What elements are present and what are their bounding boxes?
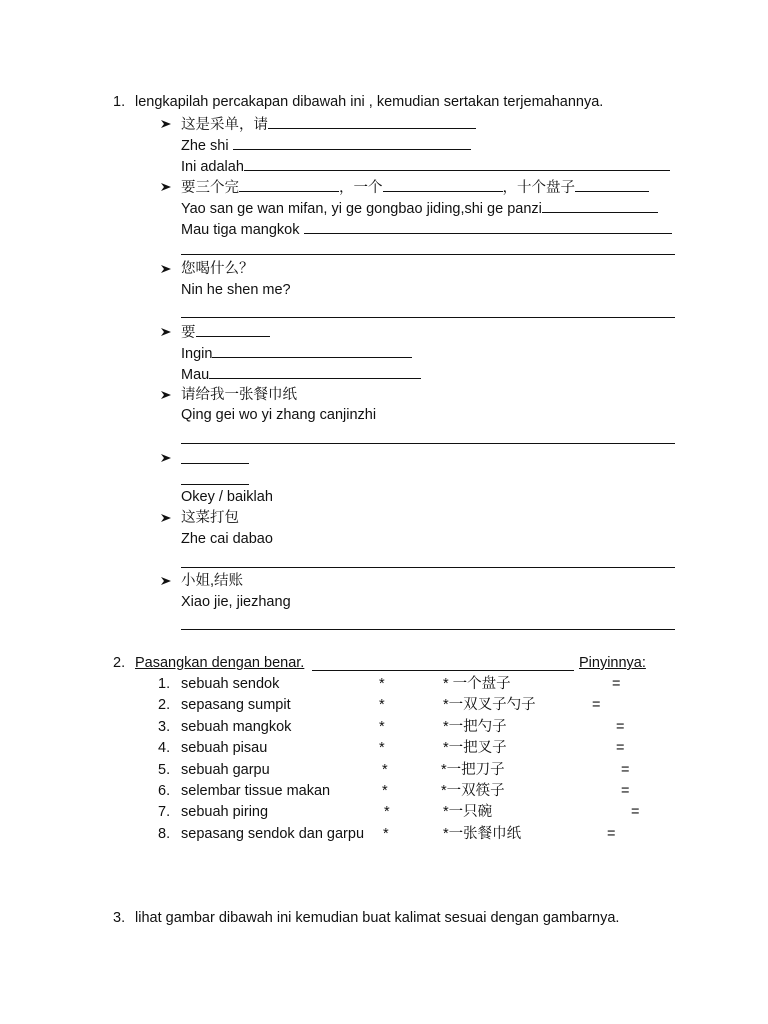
q1-item2-pinyin: Yao san ge wan mifan, yi ge gongbao jiding,shi ge panzi <box>181 199 658 218</box>
arrow-bullet-icon <box>160 509 174 527</box>
q1-item2-zh: 要三个完 ，一个 ，十个盘子 <box>181 178 649 197</box>
q3-number: 3. <box>113 910 126 926</box>
q1-item4-translation-1: Ingin <box>181 344 412 363</box>
answer-line[interactable] <box>181 484 249 485</box>
match-left-item: sepasang sendok dan garpu <box>181 826 365 842</box>
match-right-item[interactable]: *一只碗 <box>443 804 493 820</box>
q1-item6-translation: Okey / baiklah <box>181 489 273 505</box>
q1-item4-translation-2: Mau <box>181 365 421 384</box>
q3-instruction: lihat gambar dibawah ini kemudian buat kalimat sesuai dengan gambarnya. <box>135 910 620 926</box>
q2-number: 2. <box>113 655 126 671</box>
arrow-bullet-icon <box>160 260 174 278</box>
arrow-bullet-icon <box>160 323 174 341</box>
answer-line[interactable] <box>181 317 675 318</box>
q1-item7-pinyin: Zhe cai dabao <box>181 531 273 547</box>
answer-line[interactable] <box>181 567 675 568</box>
q1-item3-zh: 您喝什么？ <box>181 261 254 277</box>
arrow-bullet-icon <box>160 115 174 133</box>
answer-blank[interactable] <box>209 365 421 379</box>
pinyin-equals: = <box>621 783 630 799</box>
q1-item3-pinyin: Nin he shen me? <box>181 282 291 298</box>
answer-line[interactable] <box>181 629 675 630</box>
match-right-item[interactable]: *一把刀子 <box>441 762 505 778</box>
match-row-number: 5. <box>158 762 171 778</box>
match-left-star[interactable]: * <box>383 826 389 842</box>
q1-item8-zh: 小姐,结账 <box>181 573 244 589</box>
answer-blank[interactable] <box>575 178 649 192</box>
answer-blank[interactable] <box>196 323 270 337</box>
match-right-item[interactable]: *一双叉子勺子 <box>443 697 536 713</box>
arrow-bullet-icon <box>160 572 174 590</box>
q1-item5-pinyin: Qing gei wo yi zhang canjinzhi <box>181 407 377 423</box>
arrow-bullet-icon <box>160 178 174 196</box>
answer-line[interactable] <box>181 254 675 255</box>
match-left-star[interactable]: * <box>379 697 385 713</box>
answer-blank[interactable] <box>233 136 471 150</box>
arrow-bullet-icon <box>160 449 174 467</box>
pinyin-equals: = <box>616 740 625 756</box>
match-right-item[interactable]: *一双筷子 <box>441 783 505 799</box>
q2-pinyin-header: Pinyinnya: <box>579 655 646 671</box>
match-left-item: sepasang sumpit <box>181 697 291 713</box>
answer-line[interactable] <box>181 443 675 444</box>
match-row-number: 2. <box>158 697 171 713</box>
match-left-star[interactable]: * <box>379 719 385 735</box>
q1-item1-translation: Ini adalah <box>181 157 670 176</box>
match-row-number: 8. <box>158 826 171 842</box>
q1-item1-pinyin: Zhe shi <box>181 136 471 155</box>
pinyin-equals: = <box>612 676 621 692</box>
q1-item8-pinyin: Xiao jie, jiezhang <box>181 594 291 610</box>
match-left-item: sebuah garpu <box>181 762 270 778</box>
match-row-number: 1. <box>158 676 171 692</box>
answer-blank[interactable] <box>542 199 658 213</box>
q1-item5-zh: 请给我一张餐巾纸 <box>181 387 297 403</box>
answer-blank[interactable] <box>244 157 670 171</box>
arrow-bullet-icon <box>160 386 174 404</box>
q1-item4-zh: 要 <box>181 323 270 342</box>
match-right-item[interactable]: *一张餐巾纸 <box>443 826 522 842</box>
q1-instruction: lengkapilah percakapan dibawah ini , kemudian sertakan terjemahannya. <box>135 94 604 110</box>
pinyin-equals: = <box>621 762 630 778</box>
match-left-star[interactable]: * <box>384 804 390 820</box>
match-left-item: sebuah sendok <box>181 676 280 692</box>
match-right-item[interactable]: *一把勺子 <box>443 719 507 735</box>
match-left-item: sebuah mangkok <box>181 719 292 735</box>
match-left-star[interactable]: * <box>382 783 388 799</box>
match-left-star[interactable]: * <box>379 676 385 692</box>
match-row-number: 6. <box>158 783 171 799</box>
answer-line[interactable] <box>181 463 249 464</box>
q1-item2-translation: Mau tiga mangkok <box>181 220 672 239</box>
match-left-star[interactable]: * <box>379 740 385 756</box>
match-right-item[interactable]: * 一个盘子 <box>443 676 511 692</box>
answer-blank[interactable] <box>304 220 672 234</box>
match-left-star[interactable]: * <box>382 762 388 778</box>
q1-item1-zh: 这是采单，请 <box>181 115 476 134</box>
answer-blank[interactable] <box>383 178 503 192</box>
answer-blank[interactable] <box>239 178 339 192</box>
match-left-item: selembar tissue makan <box>181 783 331 799</box>
header-underline <box>312 670 574 671</box>
pinyin-equals: = <box>616 719 625 735</box>
match-row-number: 7. <box>158 804 171 820</box>
match-right-item[interactable]: *一把叉子 <box>443 740 507 756</box>
pinyin-equals: = <box>607 826 616 842</box>
match-left-item: sebuah piring <box>181 804 269 820</box>
pinyin-equals: = <box>631 804 640 820</box>
match-left-item: sebuah pisau <box>181 740 268 756</box>
answer-blank[interactable] <box>212 344 412 358</box>
q2-instruction: Pasangkan dengan benar. <box>135 655 305 671</box>
q1-item7-zh: 这菜打包 <box>181 510 239 526</box>
match-row-number: 3. <box>158 719 171 735</box>
q1-number: 1. <box>113 94 126 110</box>
match-row-number: 4. <box>158 740 171 756</box>
pinyin-equals: = <box>592 697 601 713</box>
answer-blank[interactable] <box>268 115 476 129</box>
